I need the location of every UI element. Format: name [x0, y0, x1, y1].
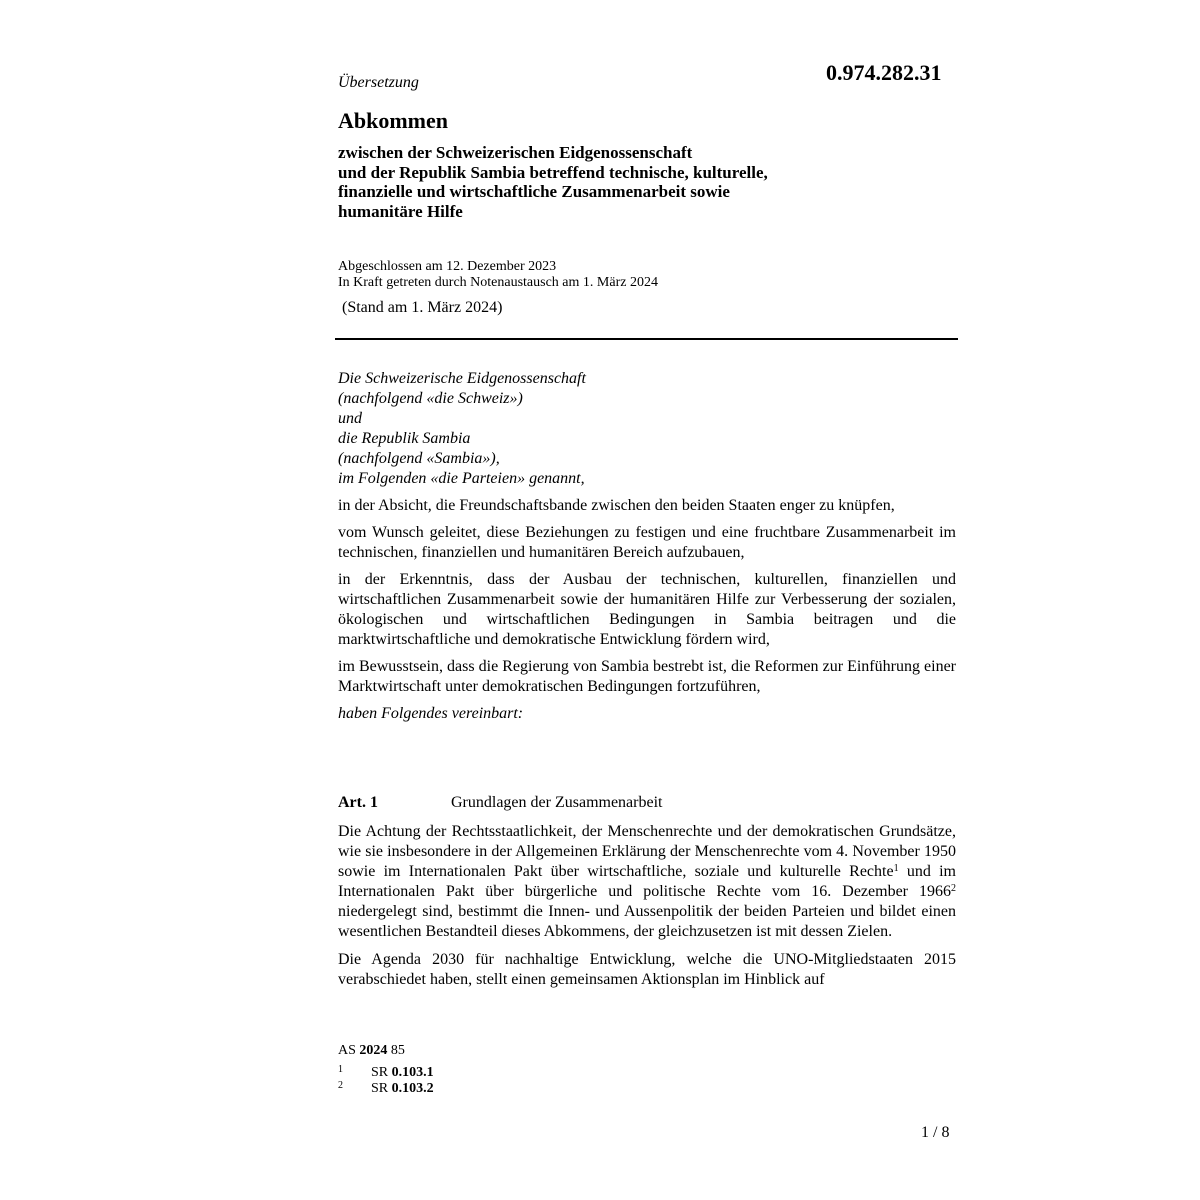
footnote-mark: 1 — [338, 1064, 343, 1075]
document-title: Abkommen — [338, 108, 449, 133]
parties-line: im Folgenden «die Parteien» genannt, — [338, 470, 585, 487]
parties-line: (nachfolgend «Sambia»), — [338, 450, 500, 467]
as-number: 85 — [387, 1043, 405, 1058]
agreed-line: haben Folgendes vereinbart: — [338, 705, 524, 722]
parties-block — [338, 369, 956, 489]
footnote-ref[interactable]: 1 — [893, 863, 899, 874]
page-number: 1 / 8 — [921, 1124, 950, 1141]
parties-line: (nachfolgend «die Schweiz») — [338, 390, 523, 407]
subtitle-line: humanitäre Hilfe — [338, 201, 463, 221]
article-paragraph — [338, 822, 956, 942]
article-text: Die Achtung der Rechtsstaatlichkeit, der Menschenrechte und der demokratischen Grundsätze, wie sie insbesondere in der Allgemeinen Erklärung der Menschenrechte vom 4. November 1950 sowie im Internationalen Pakt über wirtschaftliche, soziale und kulturelle Rechte — [338, 823, 956, 880]
article-body — [338, 822, 956, 998]
as-year: 2024 — [359, 1043, 388, 1058]
as-prefix: AS — [338, 1043, 360, 1058]
article-heading — [338, 794, 662, 812]
footnote — [338, 1080, 434, 1097]
concluded-date: Abgeschlossen am 12. Dezember 2023 — [338, 259, 557, 274]
in-force-date: In Kraft getreten durch Notenaustausch am 1. März 2024 — [338, 275, 658, 290]
footnote-mark: 2 — [338, 1080, 343, 1091]
footnote-prefix: SR — [371, 1081, 392, 1096]
as-reference — [338, 1043, 405, 1059]
sr-number: 0.974.282.31 — [826, 60, 942, 85]
preamble-paragraph: in der Absicht, die Freundschaftsbande zwischen den beiden Staaten enger zu knüpfen, — [338, 497, 895, 514]
preamble — [338, 369, 956, 731]
preamble-paragraph: vom Wunsch geleitet, diese Beziehungen zu festigen und eine fruchtbare Zusammenarbeit im technischen, finanziellen und humanitären Bereich aufzubauen, — [338, 524, 956, 561]
article-title: Grundlagen der Zusammenarbeit — [451, 794, 663, 811]
article-number: Art. 1 — [338, 794, 378, 811]
footnote — [338, 1064, 434, 1081]
translation-label: Übersetzung — [338, 74, 419, 91]
footnote-ref-number: 0.103.1 — [391, 1065, 434, 1080]
status-date: (Stand am 1. März 2024) — [342, 299, 503, 316]
parties-line: und — [338, 410, 362, 427]
preamble-paragraph: im Bewusstsein, dass die Regierung von Sambia bestrebt ist, die Reformen zur Einführung einer Marktwirtschaft unter demokratischen Bedingungen fortzuführen, — [338, 658, 956, 695]
footnote-ref[interactable]: 2 — [951, 883, 956, 894]
preamble-paragraph: in der Erkenntnis, dass der Ausbau der technischen, kulturellen, finanziellen und wirtschaftlichen Zusammenarbeit sowie der humanitären Hilfe zur Verbesserung der sozialen, ökologischen und wirtschaftlichen Bedingungen in Sambia beitragen und die marktwirtschaftliche und demokratische Entwicklung fördern wird, — [338, 571, 956, 648]
parties-line: Die Schweizerische Eidgenossenschaft — [338, 370, 586, 387]
document-meta — [338, 259, 658, 291]
article-text: und im Internationalen Pakt über bürgerliche und politische Rechte vom 16. Dezember 1966 — [338, 863, 957, 900]
parties-line: die Republik Sambia — [338, 430, 471, 447]
footnote-ref-number: 0.103.2 — [391, 1081, 434, 1096]
header-divider — [335, 338, 958, 340]
subtitle-line: zwischen der Schweizerischen Eidgenossenschaft — [338, 143, 693, 162]
document-subtitle — [338, 143, 898, 221]
footnote-prefix: SR — [371, 1065, 392, 1080]
article-paragraph: Die Agenda 2030 für nachhaltige Entwicklung, welche die UNO-Mitgliedstaaten 2015 verabschiedet haben, stellt einen gemeinsamen Aktionsplan im Hinblick auf — [338, 951, 956, 988]
subtitle-line: finanzielle und wirtschaftliche Zusammenarbeit sowie — [338, 182, 730, 201]
article-text: niedergelegt sind, bestimmt die Innen- und Aussenpolitik der beiden Parteien und bildet einen wesentlichen Bestandteil dieses Abkommens, der gleichzusetzen ist mit dessen Zielen. — [338, 903, 956, 940]
subtitle-line: und der Republik Sambia betreffend technische, kulturelle, — [338, 162, 768, 182]
